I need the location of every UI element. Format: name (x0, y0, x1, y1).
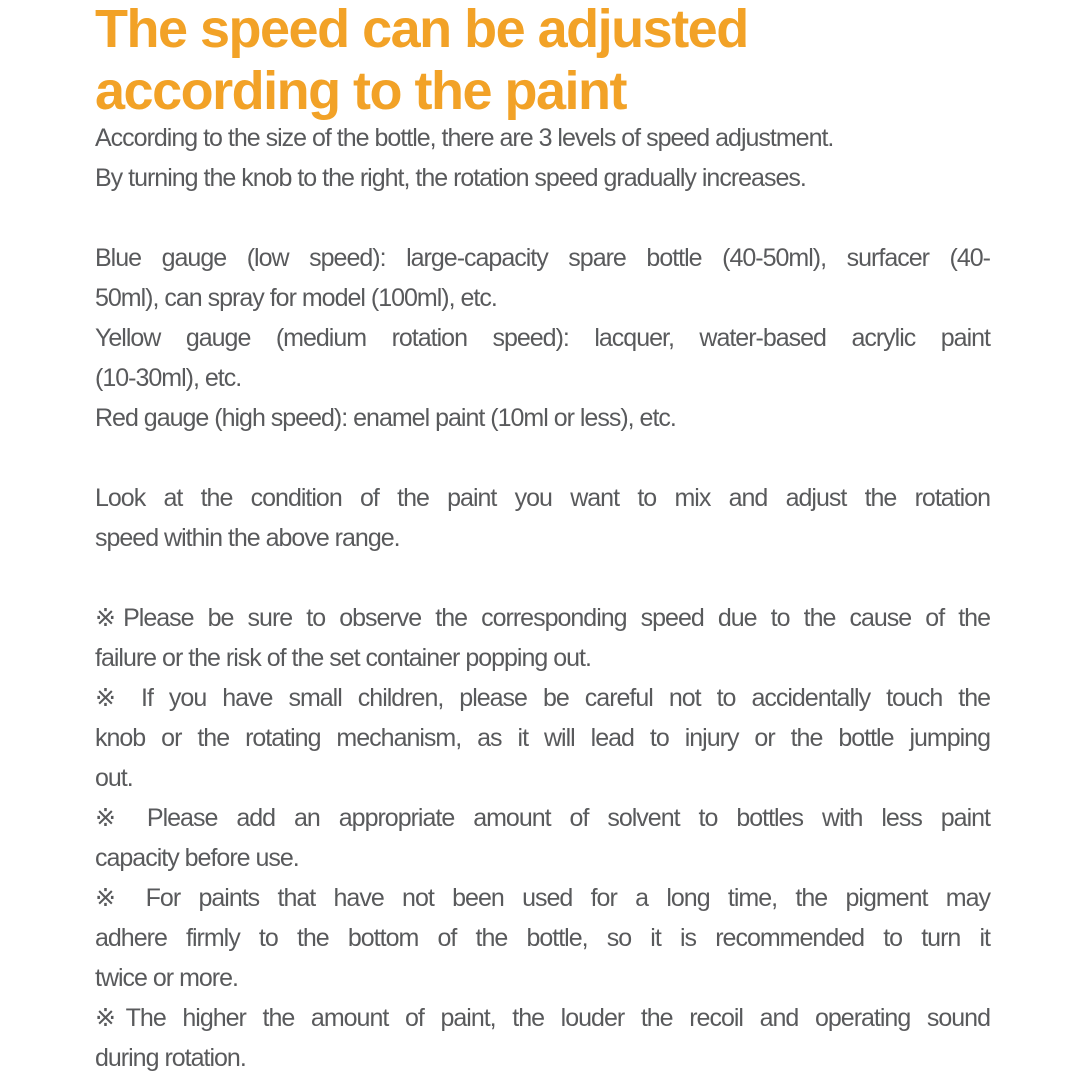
page-title-line-2: according to the paint (95, 61, 627, 121)
text-line: speed within the above range. (95, 524, 400, 552)
paragraph (95, 158, 990, 198)
text-line: twice or more. (95, 964, 238, 992)
text-line: ※ If you have small children, please be careful not to accidentally touch the (95, 684, 990, 712)
text-line: ※The higher the amount of paint, the louder the recoil and operating sound (95, 1004, 990, 1032)
text-line: adhere firmly to the bottom of the bottle, so it is recommended to turn it (95, 924, 990, 952)
text-line: out. (95, 764, 133, 792)
text-line: Red gauge (high speed): enamel paint (10ml or less), etc. (95, 404, 676, 432)
text-line: Look at the condition of the paint you want to mix and adjust the rotation (95, 484, 990, 512)
paragraph (95, 118, 990, 158)
page-title-line-1: The speed can be adjusted (95, 0, 748, 59)
paragraph (95, 878, 990, 998)
text-line: ※ Please add an appropriate amount of solvent to bottles with less paint (95, 804, 990, 832)
text-line: during rotation. (95, 1044, 246, 1072)
body-text (95, 118, 990, 1078)
text-line: 50ml), can spray for model (100ml), etc. (95, 284, 497, 312)
paragraph (95, 798, 990, 878)
text-line: ※Please be sure to observe the corresponding speed due to the cause of the (95, 604, 990, 632)
paragraph (95, 478, 990, 558)
text-line: knob or the rotating mechanism, as it will lead to injury or the bottle jumping (95, 724, 990, 752)
text-line: Blue gauge (low speed): large-capacity spare bottle (40-50ml), surfacer (40- (95, 244, 990, 272)
paragraph (95, 398, 990, 438)
text-line: Yellow gauge (medium rotation speed): lacquer, water-based acrylic paint (95, 324, 990, 352)
paragraph (95, 598, 990, 678)
paragraph (95, 678, 990, 798)
text-line: capacity before use. (95, 844, 299, 872)
paragraph (95, 998, 990, 1078)
paragraph (95, 318, 990, 398)
text-line: ※ For paints that have not been used for a long time, the pigment may (95, 884, 990, 912)
text-line: By turning the knob to the right, the rotation speed gradually increases. (95, 164, 806, 192)
paragraph (95, 238, 990, 318)
text-line: (10-30ml), etc. (95, 364, 242, 392)
text-line: failure or the risk of the set container popping out. (95, 644, 591, 672)
page-title (95, 0, 990, 122)
text-line: According to the size of the bottle, there are 3 levels of speed adjustment. (95, 124, 834, 152)
